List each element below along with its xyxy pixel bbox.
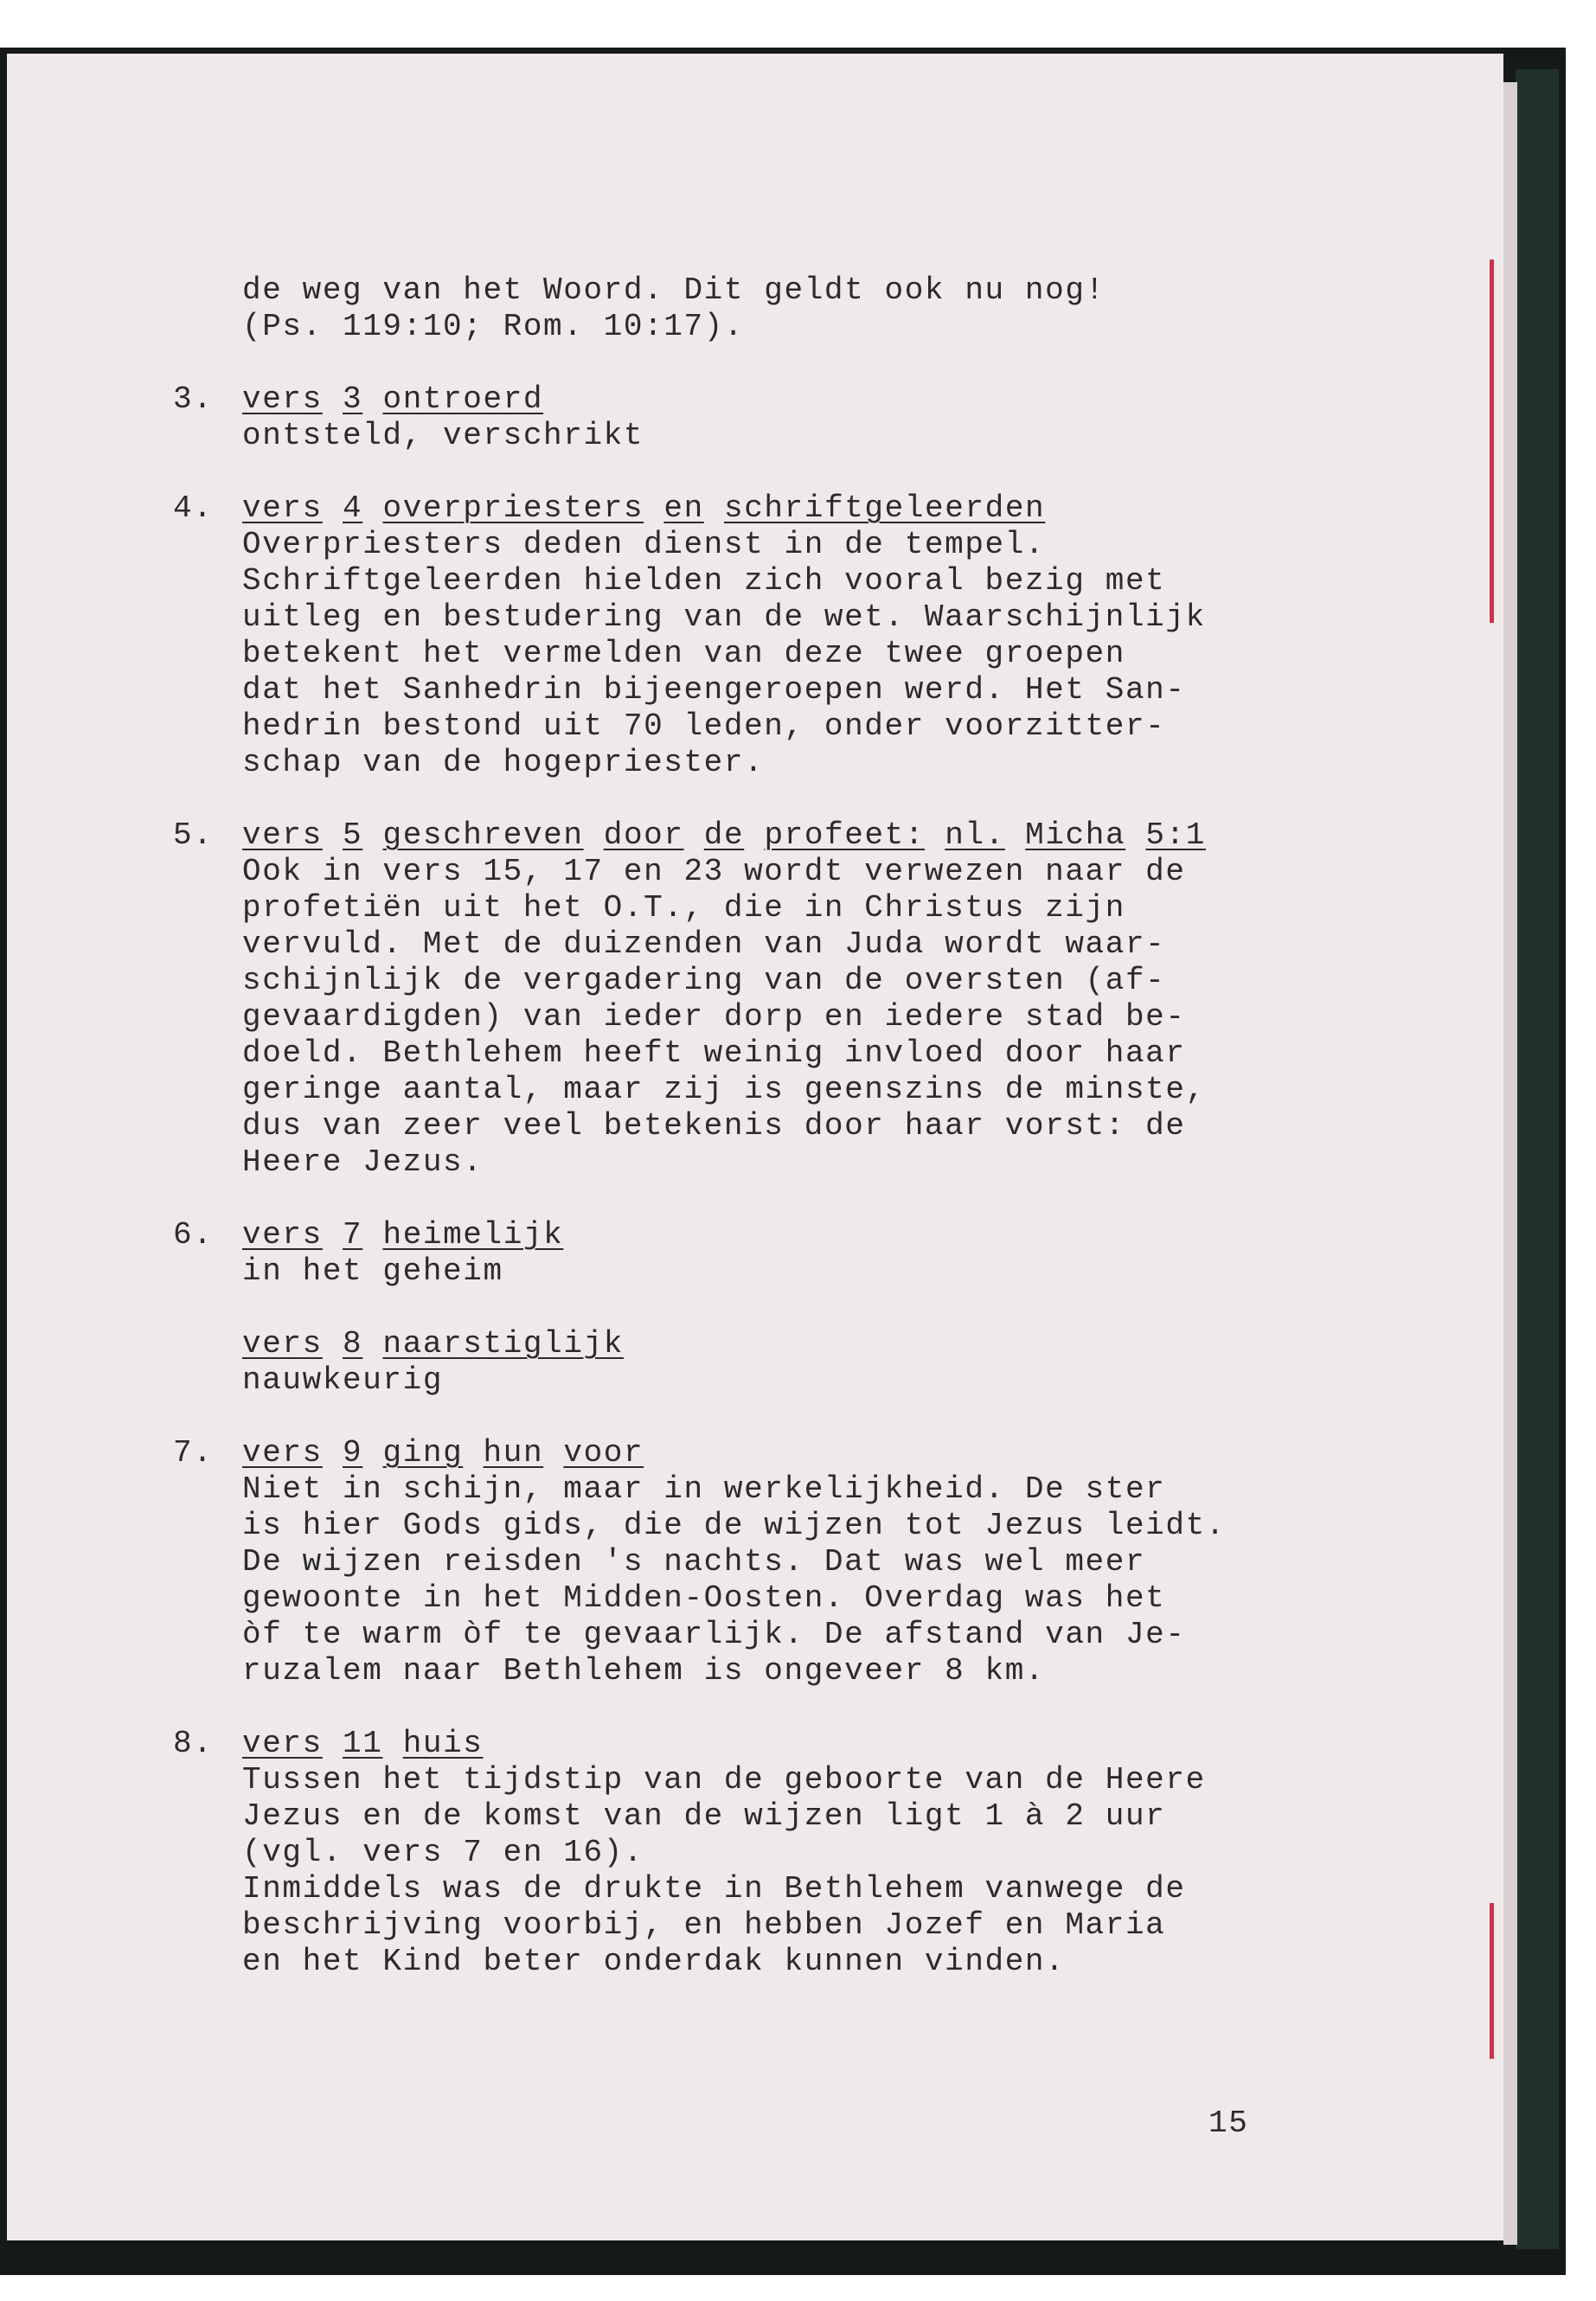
note-text-line: is hier Gods gids, die de wijzen tot Jezus leidt. (242, 1508, 1226, 1543)
note-text-line: schijnlijk de vergadering van de oversten (af- (242, 963, 1166, 998)
book-cover-edge (1516, 69, 1559, 2249)
heading-word: heimelijk (382, 1217, 564, 1253)
red-tab-marker-top (1490, 260, 1494, 623)
heading-word: Micha (1025, 817, 1126, 853)
note-text-line: beschrijving voorbij, en hebben Jozef en Maria (242, 1907, 1166, 1943)
heading-word: ontroerd (382, 381, 544, 417)
heading-word: vers (242, 1435, 323, 1471)
heading-word: 5 (343, 817, 363, 853)
page-fore-edge (1503, 82, 1517, 2245)
intro-line: de weg van het Woord. Dit geldt ook nu nog! (242, 272, 1106, 308)
heading-word: 11 (343, 1726, 383, 1761)
note-text-line: schap van de hogepriester. (242, 745, 765, 780)
note-text-line: geringe aantal, maar zij is geenszins de minste, (242, 1072, 1206, 1107)
page-number: 15 (1208, 2106, 1249, 2141)
note-number: 4. (173, 490, 214, 526)
heading-word: ging (382, 1435, 464, 1471)
note-text-line: dus van zeer veel betekenis door haar vorst: de (242, 1108, 1186, 1144)
heading-word: naarstiglijk (382, 1326, 624, 1362)
note-number: 3. (173, 381, 214, 417)
note-number: 7. (173, 1435, 214, 1471)
heading-word: vers (242, 1326, 323, 1362)
note-text-line: gevaardigden) van ieder dorp en iedere stad be- (242, 999, 1186, 1035)
note-heading (173, 490, 1419, 527)
note-text-line: hedrin bestond uit 70 leden, onder voorzitter- (242, 708, 1166, 744)
heading-word: 7 (343, 1217, 363, 1253)
heading-word: 5:1 (1145, 817, 1207, 853)
note-text-line: vervuld. Met de duizenden van Juda wordt waar- (242, 926, 1166, 962)
note-heading (173, 1435, 1419, 1471)
note-text-line: dat het Sanhedrin bijeengeroepen werd. Het San- (242, 672, 1186, 708)
heading-word: 8 (343, 1326, 363, 1362)
heading-word: vers (242, 1726, 323, 1761)
heading-word: 4 (343, 490, 363, 526)
heading-word: door (603, 817, 684, 853)
note-text-line: doeld. Bethlehem heeft weinig invloed door haar (242, 1035, 1186, 1071)
note-text-line: en het Kind beter onderdak kunnen vinden. (242, 1944, 1066, 1979)
note-number: 6. (173, 1217, 214, 1253)
heading-word: de (703, 817, 745, 853)
heading-word: 3 (343, 381, 363, 417)
intro-line: (Ps. 119:10; Rom. 10:17). (242, 309, 745, 344)
note-number: 5. (173, 817, 214, 853)
note-text-line: Jezus en de komst van de wijzen ligt 1 à 2 uur (242, 1798, 1166, 1834)
note-text-line: ruzalem naar Bethlehem is ongeveer 8 km. (242, 1653, 1046, 1689)
heading-word: vers (242, 381, 323, 417)
note-text-line: Niet in schijn, maar in werkelijkheid. De ster (242, 1471, 1166, 1507)
heading-word: huis (402, 1726, 484, 1761)
heading-word: vers (242, 817, 323, 853)
heading-word: hun (483, 1435, 544, 1471)
heading-word: profeet: (764, 817, 926, 853)
note-text-line: Tussen het tijdstip van de geboorte van de Heere (242, 1762, 1206, 1798)
note-text-line: òf te warm òf te gevaarlijk. De afstand van Je- (242, 1617, 1186, 1652)
note-heading (173, 381, 1419, 418)
note-text-line: Heere Jezus. (242, 1144, 484, 1180)
note-text-line: in het geheim (242, 1253, 503, 1289)
heading-word: voor (563, 1435, 644, 1471)
note-text-line: gewoonte in het Midden-Oosten. Overdag was het (242, 1580, 1166, 1616)
note-text-line: De wijzen reisden 's nachts. Dat was wel meer (242, 1544, 1146, 1580)
note-text-line: Schriftgeleerden hielden zich vooral bezig met (242, 563, 1166, 599)
note-text-line: ontsteld, verschrikt (242, 418, 644, 453)
note-text-line: nauwkeurig (242, 1362, 444, 1398)
heading-word: 9 (343, 1435, 363, 1471)
note-heading (173, 1726, 1419, 1762)
heading-word: en (663, 490, 704, 526)
heading-word: schriftgeleerden (724, 490, 1046, 526)
heading-word: vers (242, 490, 323, 526)
heading-word: vers (242, 1217, 323, 1253)
heading-word: geschreven (382, 817, 584, 853)
heading-word: overpriesters (382, 490, 644, 526)
note-heading (173, 817, 1419, 854)
note-number: 8. (173, 1726, 214, 1761)
heading-word: nl. (945, 817, 1005, 853)
note-text-line: betekent het vermelden van deze twee groepen (242, 636, 1125, 671)
note-heading (173, 1217, 1419, 1253)
note-text-line: Overpriesters deden dienst in de tempel. (242, 527, 1046, 562)
note-text-line: uitleg en bestudering van de wet. Waarschijnlijk (242, 599, 1206, 635)
note-text-line: profetiën uit het O.T., die in Christus zijn (242, 890, 1125, 926)
note-text-line: (vgl. vers 7 en 16). (242, 1835, 644, 1870)
note-heading (173, 1326, 1419, 1362)
notes-list (173, 381, 1419, 1980)
document-text (173, 272, 1419, 1980)
note-text-line: Ook in vers 15, 17 en 23 wordt verwezen naar de (242, 854, 1186, 889)
red-tab-marker-bottom (1490, 1903, 1494, 2059)
note-text-line: Inmiddels was de drukte in Bethlehem vanwege de (242, 1871, 1186, 1907)
